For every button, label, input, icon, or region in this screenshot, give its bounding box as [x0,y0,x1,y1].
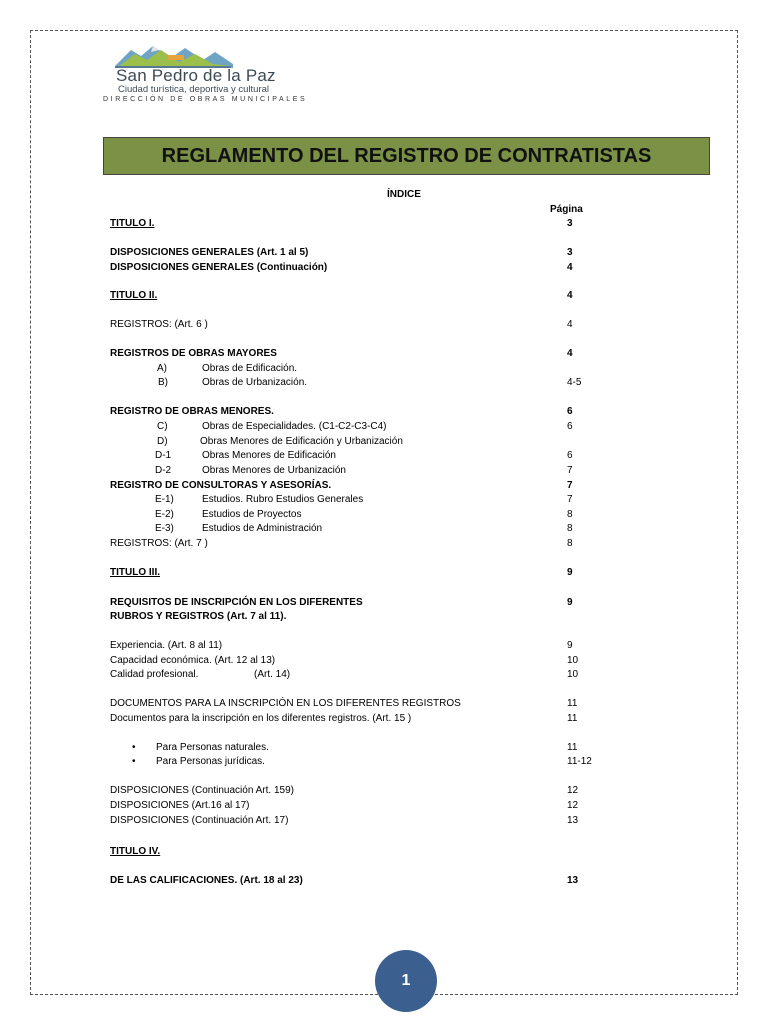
toc-code: E-2) [155,509,174,520]
toc-page: 9 [567,597,573,608]
toc-entry: Estudios de Proyectos [202,509,302,520]
toc-page: 7 [567,494,573,505]
toc-page: 12 [567,785,579,796]
toc-page: 4-5 [567,377,582,388]
toc-page: 3 [567,218,573,229]
toc-page: 8 [567,523,573,534]
toc-page: 7 [567,465,573,476]
toc-page: 4 [567,348,573,359]
toc-page: 7 [567,480,573,491]
toc-entry: Calidad profesional. [110,669,199,680]
toc-page: 3 [567,247,573,258]
page-column-heading: Página [550,204,583,215]
toc-page: 6 [567,406,573,417]
toc-entry: Experiencia. (Art. 8 al 11) [110,640,223,651]
toc-page: 6 [567,421,573,432]
toc-entry: DISPOSICIONES GENERALES (Continuación) [110,262,328,273]
toc-title-ii: TITULO II. [110,290,158,301]
toc-title-iv: TITULO IV. [110,846,161,857]
toc-entry: Obras Menores de Edificación y Urbanización [200,436,403,447]
toc-entry: Documentos para la inscripción en los diferentes registros. (Art. 15 ) [110,713,412,724]
toc-code: D-1 [155,450,172,461]
brand-tagline: Ciudad turística, deportiva y cultural [118,84,270,95]
toc-entry: DISPOSICIONES GENERALES (Art. 1 al 5) [110,247,309,258]
toc-entry: Capacidad económica. (Art. 12 al 13) [110,655,276,666]
toc-page: 8 [567,538,573,549]
toc-entry: DOCUMENTOS PARA LA INSCRIPCIÓN EN LOS DIFERENTES REGISTROS [110,698,461,709]
toc-page: 11 [567,713,578,724]
toc-entry: DISPOSICIONES (Continuación Art. 159) [110,785,294,796]
toc-page: 13 [567,815,579,826]
toc-page: 6 [567,450,573,461]
index-heading: ÍNDICE [387,189,421,200]
toc-page: 10 [567,655,579,666]
toc-entry: Obras de Edificación. [202,363,298,374]
mountains-logo-icon [113,42,253,68]
toc-entry-continued: RUBROS Y REGISTROS (Art. 7 al 11). [110,611,287,622]
toc-page: 4 [567,290,573,301]
toc-entry: Para Personas naturales. [156,742,269,753]
toc-entry: Estudios. Rubro Estudios Generales [202,494,364,505]
toc-entry: REGISTROS: (Art. 6 ) [110,319,208,330]
toc-page: 4 [567,319,573,330]
toc-page: 11 [567,742,578,753]
toc-entry: Obras de Urbanización. [202,377,308,388]
toc-code: D-2 [155,465,172,476]
toc-page: 11 [567,698,578,709]
toc-entry-article: (Art. 14) [254,669,291,680]
toc-entry: Obras Menores de Edificación [202,450,336,461]
title-banner [103,137,710,175]
department-label: DIRECCIÓN DE OBRAS MUNICIPALES [103,96,308,103]
document-title: REGLAMENTO DEL REGISTRO DE CONTRATISTAS [161,144,652,167]
toc-code: B) [158,377,168,388]
toc-entry: Obras Menores de Urbanización [202,465,346,476]
toc-page: 8 [567,509,573,520]
brand-name: San Pedro de la Paz [116,66,276,85]
toc-page: 9 [567,567,573,578]
toc-page: 10 [567,669,579,680]
toc-entry: DISPOSICIONES (Art.16 al 17) [110,800,250,811]
toc-entry: REQUISITOS DE INSCRIPCIÓN EN LOS DIFERENTES [110,597,363,608]
toc-entry: REGISTROS DE OBRAS MAYORES [110,348,277,359]
toc-entry: REGISTROS: (Art. 7 ) [110,538,208,549]
toc-entry: REGISTRO DE OBRAS MENORES. [110,406,274,417]
page-number: 1 [401,972,411,989]
bullet-icon: • [132,742,136,753]
toc-entry: DE LAS CALIFICACIONES. (Art. 18 al 23) [110,875,303,886]
toc-page: 11-12 [567,756,592,767]
toc-code: A) [157,363,167,374]
page-number-badge [375,950,437,1012]
bullet-icon: • [132,756,136,767]
toc-code: E-1) [155,494,174,505]
toc-code: E-3) [155,523,174,534]
toc-page: 9 [567,640,573,651]
toc-entry: DISPOSICIONES (Continuación Art. 17) [110,815,289,826]
toc-entry: Para Personas jurídicas. [156,756,265,767]
toc-page: 12 [567,800,579,811]
toc-title-iii: TITULO III. [110,567,160,578]
toc-entry: Obras de Especialidades. (C1-C2-C3-C4) [202,421,387,432]
toc-page: 4 [567,262,573,273]
toc-entry: REGISTRO DE CONSULTORAS Y ASESORÍAS. [110,480,332,491]
toc-title-i: TITULO I. [110,218,155,229]
toc-code: D) [157,436,168,447]
toc-code: C) [157,421,168,432]
toc-entry: Estudios de Administración [202,523,323,534]
toc-page: 13 [567,875,579,886]
logo [113,42,253,68]
